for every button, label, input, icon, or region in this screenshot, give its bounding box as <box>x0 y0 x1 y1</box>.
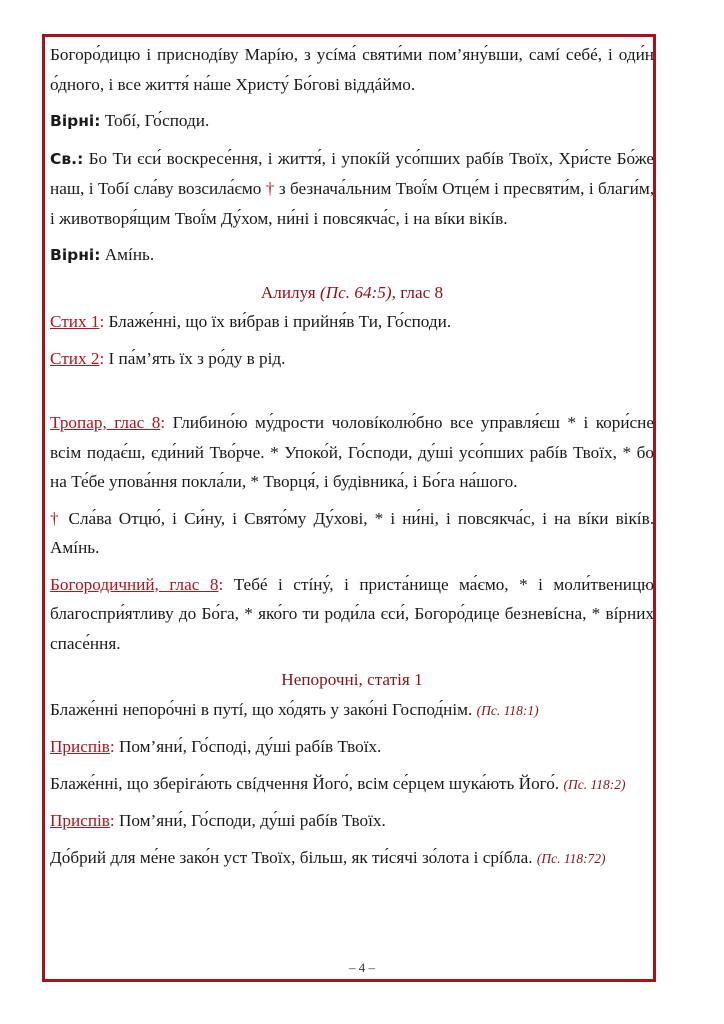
rubric-label: Тропар, глас 8 <box>50 413 161 432</box>
doxology: † Сла́ва Отцю́, і Си́ну, і Свято́му Ду́хові, * і ни́ні, і повсякча́с, і на вíки вікíв. Амíнь. <box>50 508 654 557</box>
psalm-reference: (Пс. 118:2) <box>563 776 626 792</box>
heading-alleluia: Алилуя (Пс. 64:5), глас 8 <box>260 282 444 302</box>
refrain-1: Приспів: Пом’яни́, Го́сподi, ду́ші рабíв Твоїх. <box>50 737 382 756</box>
rubric-label: Приспів <box>50 737 110 756</box>
psalm-reference: (Пс. 118:72) <box>536 850 606 866</box>
page-number: – 4 – <box>349 960 375 975</box>
rubric-label: Приспів <box>50 811 110 830</box>
cross-mark: † <box>265 179 275 198</box>
refrain-2: Приспів: Пом’яни́, Го́споди, ду́ші рабíв Твоїх. <box>50 811 386 830</box>
response-faithful: Вірні: Тобí, Го́споди. <box>50 111 210 130</box>
page-content <box>50 40 654 880</box>
verse-stykh-1: Стих 1: Блаже́нні, що їх ви́брав і прийня́в Ти, Го́споди. <box>50 312 452 331</box>
psalm-verse-3: До́брий для ме́не зако́н уст Твоїх, більш, як ти́сячі зо́лота і срíбла. (Пс. 118:72) <box>50 847 606 867</box>
psalm-verse-2: Блаже́нні, що зберіга́ють свíдчення Його́, всім се́рцем шука́ють Його́. (Пс. 118:2) <box>50 773 626 793</box>
rubric-label: Богородичний, глас 8 <box>50 574 219 594</box>
theotokion: Богородичний, глас 8: Тебé і стíну́, і приста́нище ма́ємо, * і моли́твеницю благоспри́ятливу до Бо́га, * яко́го ти роди́ла єси́, Богоро́дице безневíсна, * вíрних спасе́ння. <box>50 574 655 653</box>
paragraph-commemoration: Богоро́дицю і приснодíву Марíю, з усíма́ святи́ми пом’яну́вши, самí себé, і оди́н о́дного, і все життя́ на́ше Христу́ Бо́гові віддáймо. <box>50 45 654 94</box>
heading-unblemished: Непорочні, статія 1 <box>281 670 423 689</box>
psalm-reference: (Пс. 118:1) <box>476 702 539 718</box>
troparion: Тропар, глас 8: Глибино́ю му́дрости чоловíколю́бно все управля́єш * і кори́сне всім подає́ш, єди́ний Тво́рче. * Упоко́й, Го́споди, ду́ші усо́пших рабíв Твоїх, * бо на Те́бе упова́ння покла́ли, * Творця́, і будівника́, і Бо́га на́шого. <box>50 413 655 491</box>
psalm-verse-1: Блаже́нні непоро́чні в путí, що хо́дять у зако́ні Господ́нім. (Пс. 118:1) <box>50 699 539 719</box>
response-amen: Вірні: Амíнь. <box>50 245 155 264</box>
rubric-label: Стих 2 <box>50 348 100 368</box>
exclamation-priest: Св.: Бо Ти єси́ воскресе́ння, і життя́, і упокíй усо́пших рабíв Твоїх, Хри́сте Бо́же наш, і Тобí сла́ву возсила́ємо † з безнача́льним Твої́м Отце́м і пресвяти́м, і благи́м, і животворя́щим Твої́м Ду́хом, ни́ні і повсякча́с, і на вíки вікíв. <box>50 148 654 228</box>
speaker-label: Вірні: <box>50 246 101 264</box>
rubric-label: Стих 1 <box>50 312 100 331</box>
cross-mark: † <box>50 508 62 528</box>
speaker-label: Вірні: <box>50 112 101 130</box>
verse-stykh-2: Стих 2: І па́м’ять їх з ро́ду в рід. <box>50 348 286 368</box>
speaker-label: Св.: <box>50 149 84 168</box>
